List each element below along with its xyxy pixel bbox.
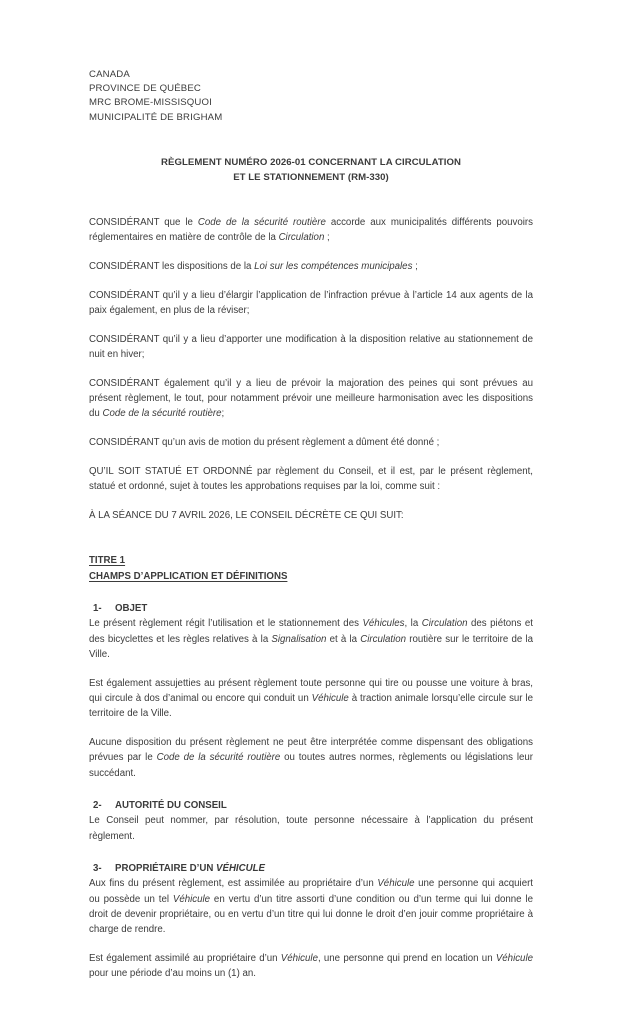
section-2-label: AUTORITÉ DU CONSEIL xyxy=(115,800,227,812)
s1p1-italic-vehicules: Véhicules xyxy=(362,618,405,630)
section-1-label: OBJET xyxy=(115,603,148,615)
considerant-5-text-b: ; xyxy=(221,408,225,420)
considerant-2-text-b: ; xyxy=(412,260,418,272)
s1p1-text-c: des piétons et des bicyclettes et les règles relatives à la xyxy=(89,618,533,645)
s1p3-text-b: ou toutes autres normes, règlements ou législations leur succédant. xyxy=(89,752,533,779)
section-3-paragraph-2 xyxy=(89,951,533,982)
s1p1-text-b: , la xyxy=(404,618,422,630)
section-1-paragraph-2 xyxy=(89,676,533,722)
s1p1-italic-circulation-2: Circulation xyxy=(360,633,406,645)
s3p1-text-b: une personne qui acquiert ou possède un tel xyxy=(89,878,533,905)
s1p2-text-a: Est également assujetties au présent règlement toute personne qui tire ou pousse une voiture à bras, qui circule à dos d’animal ou encore qui conduit un xyxy=(89,677,533,705)
titre-subject: CHAMPS D’APPLICATION ET DÉFINITIONS xyxy=(89,570,288,582)
section-1-number: 1- xyxy=(93,603,102,615)
titre-line-1 xyxy=(89,553,533,568)
section-3-label-italic-vehicule: VÉHICULE xyxy=(216,862,265,874)
considerant-1-text-c: ; xyxy=(324,232,330,244)
section-2-paragraph-1: Le Conseil peut nommer, par résolution, toute personne nécessaire à l’application du présent règlement. xyxy=(89,815,533,842)
s3p1-text-c: en vertu d’un titre assorti d’une condition ou d’un terme qui lui donne le droit de devenir propriétaire, ou en vertu d’un titre qui lui donne le droit d’en jouir comme propriétaire à charge de rendre. xyxy=(89,893,533,936)
considerant-5-text-a: CONSIDÉRANT également qu’il y a lieu de prévoir la majoration des peines qui sont prévues au présent règlement, le tout, pour notamment prévoir une meilleure harmonisation avec les dispositions du xyxy=(89,377,533,420)
header-line-province: PROVINCE DE QUÉBEC xyxy=(89,83,201,95)
s3p2-italic-vehicule-2: Véhicule xyxy=(495,952,533,964)
considerant-1-italic-circulation: Circulation xyxy=(278,232,325,244)
document-title-line-1: RÈGLEMENT NUMÉRO 2026-01 CONCERNANT LA CIRCULATION xyxy=(161,156,461,168)
section-1-paragraph-3 xyxy=(89,735,533,781)
s1p1-text-e: routière sur le territoire de la Ville. xyxy=(89,633,533,660)
section-1-heading xyxy=(89,601,533,616)
considerant-4: CONSIDÉRANT qu’il y a lieu d’apporter une modification à la disposition relative au stationnement de nuit en hiver; xyxy=(89,333,533,361)
jurisdiction-header xyxy=(89,68,533,125)
titre-line-2 xyxy=(89,569,533,584)
section-3-heading xyxy=(89,861,533,876)
s3p1-italic-vehicule-1: Véhicule xyxy=(377,878,415,890)
session-clause: À LA SÉANCE DU 7 AVRIL 2026, LE CONSEIL DÉCRÈTE CE QUI SUIT: xyxy=(89,510,404,522)
titre-number: TITRE 1 xyxy=(89,555,126,567)
s3p1-italic-vehicule-2: Véhicule xyxy=(172,893,211,905)
considerant-1-italic-code: Code de la sécurité routière xyxy=(197,216,326,228)
s1p1-italic-signalisation: Signalisation xyxy=(271,633,327,645)
s1p2-italic-vehicule: Véhicule xyxy=(311,693,349,705)
considerant-3: CONSIDÉRANT qu’il y a lieu d’élargir l’application de l’infraction prévue à l’article 14 aux agents de la paix également, en plus de la réviser; xyxy=(89,289,533,316)
s3p2-italic-vehicule-1: Véhicule xyxy=(280,952,318,964)
s3p2-text-c: pour une période d’au moins un (1) an. xyxy=(89,968,256,980)
enactment-clause: QU’IL SOIT STATUÉ ET ORDONNÉ par règlement du Conseil, et il est, par le présent règlement, statué et ordonné, sujet à toutes les approbations requises par la loi, comme suit : xyxy=(89,466,533,493)
considerant-1 xyxy=(89,215,533,246)
s1p2-text-b: à traction animale lorsqu’elle circule sur le territoire de la Ville. xyxy=(89,693,534,720)
s3p1-text-a: Aux fins du présent règlement, est assimilée au propriétaire d’un xyxy=(89,878,378,890)
considerant-1-text-a: CONSIDÉRANT que le xyxy=(89,216,198,228)
s3p2-text-b: , une personne qui prend en location un xyxy=(317,952,496,964)
header-line-municipalite: MUNICIPALITÉ DE BRIGHAM xyxy=(89,111,223,123)
s1p1-italic-circulation-1: Circulation xyxy=(421,618,468,630)
document-title-line-2: ET LE STATIONNEMENT (RM-330) xyxy=(233,172,389,184)
considerant-5 xyxy=(89,376,533,422)
s3p2-text-a: Est également assimilé au propriétaire d’un xyxy=(89,952,281,964)
considerant-2 xyxy=(89,259,533,274)
s1p3-italic-code: Code de la sécurité routière xyxy=(156,752,281,764)
titre-heading xyxy=(89,553,533,584)
considerant-2-italic-loi: Loi sur les compétences municipales xyxy=(254,260,413,272)
section-3-number: 3- xyxy=(93,862,102,874)
section-1-paragraph-1 xyxy=(89,616,533,662)
section-3-paragraph-1 xyxy=(89,876,533,937)
document-title xyxy=(89,155,533,186)
considerant-1-text-b: accorde aux municipalités différents pouvoirs réglementaires en matière de contrôle de la xyxy=(89,216,533,244)
s1p1-text-a: Le présent règlement régit l’utilisation et le stationnement des xyxy=(89,618,363,630)
considerant-5-italic-code: Code de la sécurité routière xyxy=(102,408,222,420)
header-line-mrc: MRC BROME-MISSISQUOI xyxy=(89,97,212,109)
considerant-2-text-a: CONSIDÉRANT les dispositions de la xyxy=(89,260,255,272)
s1p1-text-d: et à la xyxy=(326,633,361,645)
s1p3-text-a: Aucune disposition du présent règlement ne peut être interprétée comme dispensant des obligations prévues par le xyxy=(89,737,533,764)
section-2-number: 2- xyxy=(93,800,102,812)
document-content xyxy=(89,68,533,982)
section-2-heading xyxy=(89,798,533,813)
section-3-label: PROPRIÉTAIRE D’UN xyxy=(115,862,217,874)
considerant-6: CONSIDÉRANT qu’un avis de motion du présent règlement a dûment été donné ; xyxy=(89,437,440,449)
header-line-canada: CANADA xyxy=(89,69,130,80)
